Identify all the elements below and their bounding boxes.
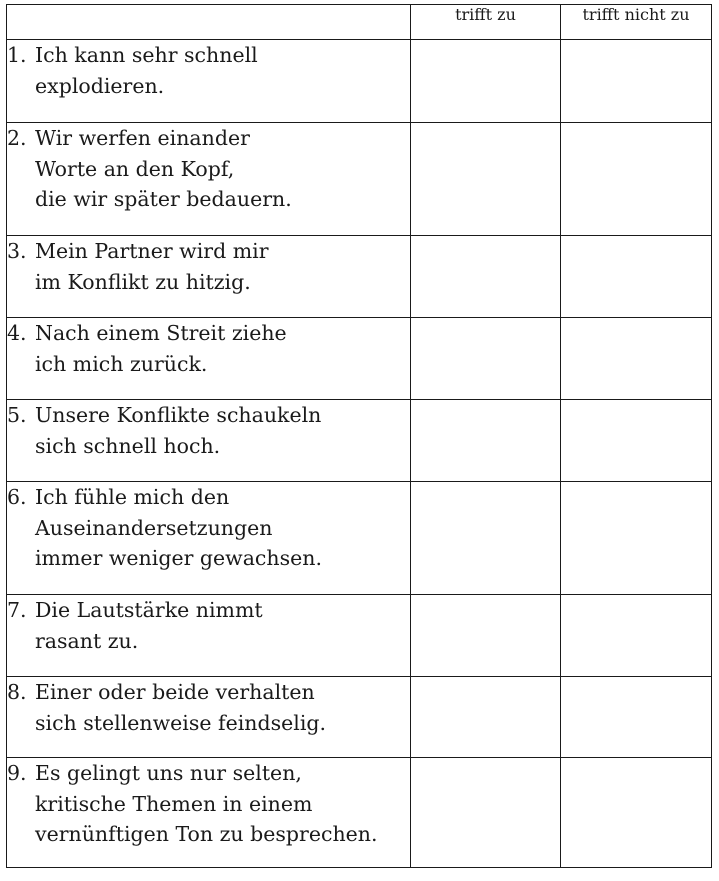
statement-number: 6. [7, 485, 27, 509]
statement-text: Ich kann sehr schnell explodieren. [35, 43, 258, 98]
statement-cell [7, 123, 411, 236]
statement-number: 7. [7, 598, 27, 622]
statement-text: Mein Partner wird mir im Konflikt zu hitzig. [35, 239, 269, 294]
answer-box-trifft-nicht-zu[interactable] [561, 123, 712, 236]
answer-box-trifft-zu[interactable] [411, 123, 561, 236]
statement-number: 3. [7, 239, 27, 263]
statement-number: 5. [7, 403, 27, 427]
answer-box-trifft-nicht-zu[interactable] [561, 595, 712, 677]
statement-number: 9. [7, 761, 27, 785]
answer-box-trifft-nicht-zu[interactable] [561, 400, 712, 482]
statement-text: Nach einem Streit ziehe ich mich zurück. [35, 321, 287, 376]
header-trifft-zu: trifft zu [411, 5, 561, 40]
answer-box-trifft-zu[interactable] [411, 236, 561, 318]
statement-cell [7, 758, 411, 868]
statement-text: Ich fühle mich den Auseinandersetzungen immer weniger gewachsen. [35, 485, 322, 570]
statement-cell [7, 236, 411, 318]
statement-text: Die Lautstärke nimmt rasant zu. [35, 598, 263, 653]
answer-box-trifft-zu[interactable] [411, 400, 561, 482]
answer-box-trifft-zu[interactable] [411, 318, 561, 400]
statement-number: 2. [7, 126, 27, 150]
answer-box-trifft-nicht-zu[interactable] [561, 236, 712, 318]
statement-cell [7, 482, 411, 595]
answer-box-trifft-zu[interactable] [411, 40, 561, 123]
answer-box-trifft-nicht-zu[interactable] [561, 482, 712, 595]
answer-box-trifft-nicht-zu[interactable] [561, 318, 712, 400]
table-row [7, 758, 712, 868]
statement-number: 4. [7, 321, 27, 345]
answer-box-trifft-zu[interactable] [411, 677, 561, 758]
answer-box-trifft-nicht-zu[interactable] [561, 677, 712, 758]
table-row [7, 595, 712, 677]
statement-text: Unsere Konflikte schaukeln sich schnell hoch. [35, 403, 322, 458]
statement-cell [7, 677, 411, 758]
answer-box-trifft-zu[interactable] [411, 758, 561, 868]
table-row [7, 318, 712, 400]
table-row [7, 123, 712, 236]
statement-cell [7, 40, 411, 123]
statement-text: Wir werfen einander Worte an den Kopf, die wir später bedauern. [35, 126, 292, 211]
header-trifft-nicht-zu: trifft nicht zu [561, 5, 712, 40]
header-row [7, 5, 712, 40]
header-blank-cell [7, 5, 411, 40]
answer-box-trifft-nicht-zu[interactable] [561, 758, 712, 868]
statement-text: Es gelingt uns nur selten, kritische Themen in einem vernünftigen Ton zu besprechen. [35, 761, 378, 846]
answer-box-trifft-nicht-zu[interactable] [561, 40, 712, 123]
table-row [7, 236, 712, 318]
table-row [7, 677, 712, 758]
answer-box-trifft-zu[interactable] [411, 482, 561, 595]
statement-number: 1. [7, 43, 27, 67]
statement-text: Einer oder beide verhalten sich stellenweise feindselig. [35, 680, 327, 735]
questionnaire-sheet [6, 4, 711, 868]
table-row [7, 40, 712, 123]
answer-box-trifft-zu[interactable] [411, 595, 561, 677]
statement-cell [7, 595, 411, 677]
table-row [7, 400, 712, 482]
statement-cell [7, 318, 411, 400]
conflict-questionnaire-table [6, 4, 712, 868]
statement-number: 8. [7, 680, 27, 704]
table-row [7, 482, 712, 595]
statement-cell [7, 400, 411, 482]
